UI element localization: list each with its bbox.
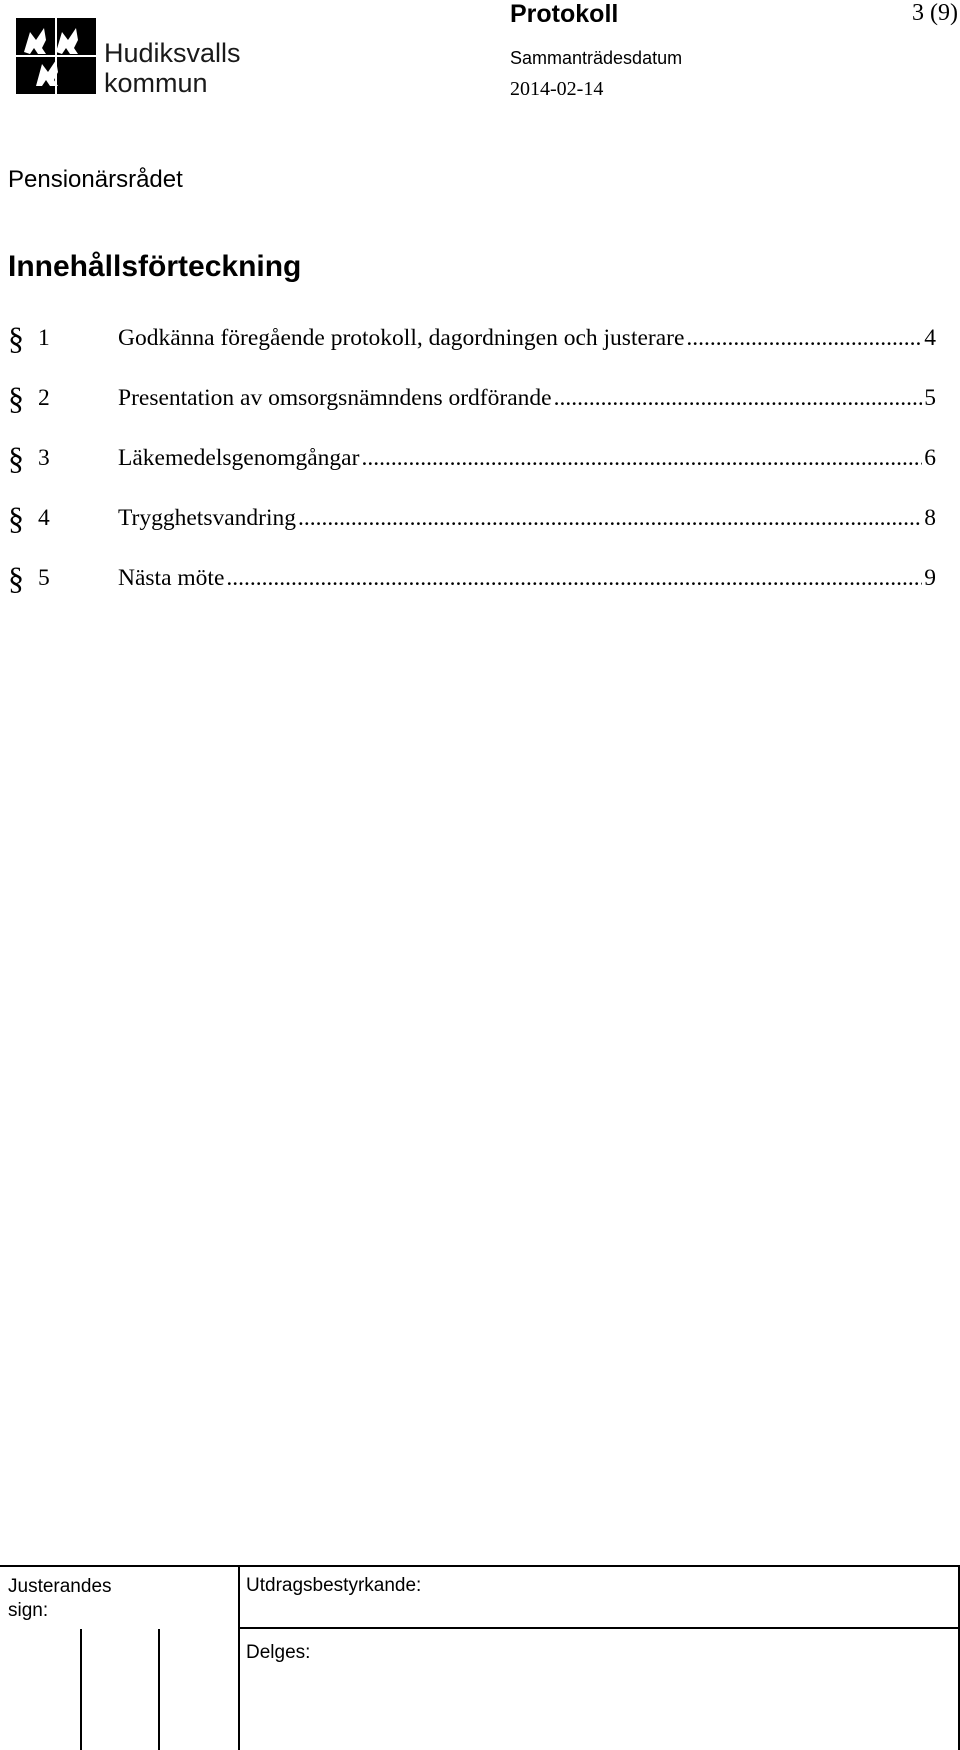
- signature-box-1: [0, 1629, 82, 1750]
- signature-box-2: [80, 1629, 160, 1750]
- goat-emblem-icon: [16, 18, 96, 94]
- toc-entry[interactable]: [8, 556, 936, 616]
- section-sign: §: [8, 440, 24, 476]
- section-sign: §: [8, 320, 24, 356]
- toc-leader-dots: [298, 505, 922, 532]
- toc-entry-number: 3: [38, 445, 50, 471]
- document-type: Protokoll: [510, 0, 619, 28]
- extract-label: Utdragsbestyrkande:: [246, 1575, 422, 1596]
- toc-entry[interactable]: [8, 376, 936, 436]
- municipality-name-line1: Hudiksvalls: [104, 38, 241, 68]
- deliver-label: Delges:: [246, 1642, 311, 1663]
- section-sign: §: [8, 380, 24, 416]
- footer-divider: [240, 1627, 958, 1629]
- toc-leader-dots: [686, 325, 922, 352]
- municipality-logo: [16, 18, 96, 94]
- committee-name: Pensionärsrådet: [8, 166, 183, 193]
- meeting-date-label: Sammanträdesdatum: [510, 48, 683, 68]
- toc-entry-page: 6: [924, 445, 936, 471]
- toc-entry-page: 4: [924, 325, 936, 351]
- toc-entry-title: Nästa möte: [118, 565, 225, 591]
- toc-entry-number: 1: [38, 325, 50, 351]
- sign-label: [8, 1575, 128, 1623]
- table-of-contents: [8, 316, 936, 616]
- toc-entry-page: 9: [924, 565, 936, 591]
- signature-area: [0, 1567, 240, 1750]
- toc-entry-title: Presentation av omsorgsnämndens ordförande: [118, 385, 552, 411]
- toc-entry-number: 4: [38, 505, 50, 531]
- toc-entry-number: 5: [38, 565, 50, 591]
- toc-entry[interactable]: [8, 496, 936, 556]
- meeting-date-value: 2014-02-14: [510, 78, 604, 100]
- toc-entry-title: Trygghetsvandring: [118, 505, 296, 531]
- toc-entry-title: Läkemedelsgenomgångar: [118, 445, 360, 471]
- toc-entry-title: Godkänna föregående protokoll, dagordningen och justerare: [118, 325, 685, 351]
- page-number: 3 (9): [912, 0, 958, 26]
- toc-title: Innehållsförteckning: [8, 250, 302, 283]
- sign-label-text: Justerandes sign:: [8, 1576, 112, 1621]
- toc-leader-dots: [361, 445, 922, 472]
- toc-entry-page: 8: [924, 505, 936, 531]
- toc-entry[interactable]: [8, 316, 936, 376]
- section-sign: §: [8, 560, 24, 596]
- toc-leader-dots: [554, 385, 923, 412]
- section-sign: §: [8, 500, 24, 536]
- municipality-name-line2: kommun: [104, 68, 208, 98]
- municipality-name: [104, 38, 241, 98]
- toc-entry[interactable]: [8, 436, 936, 496]
- signature-footer: [0, 1565, 960, 1750]
- toc-entry-number: 2: [38, 385, 50, 411]
- toc-entry-page: 5: [924, 385, 936, 411]
- toc-leader-dots: [226, 565, 922, 592]
